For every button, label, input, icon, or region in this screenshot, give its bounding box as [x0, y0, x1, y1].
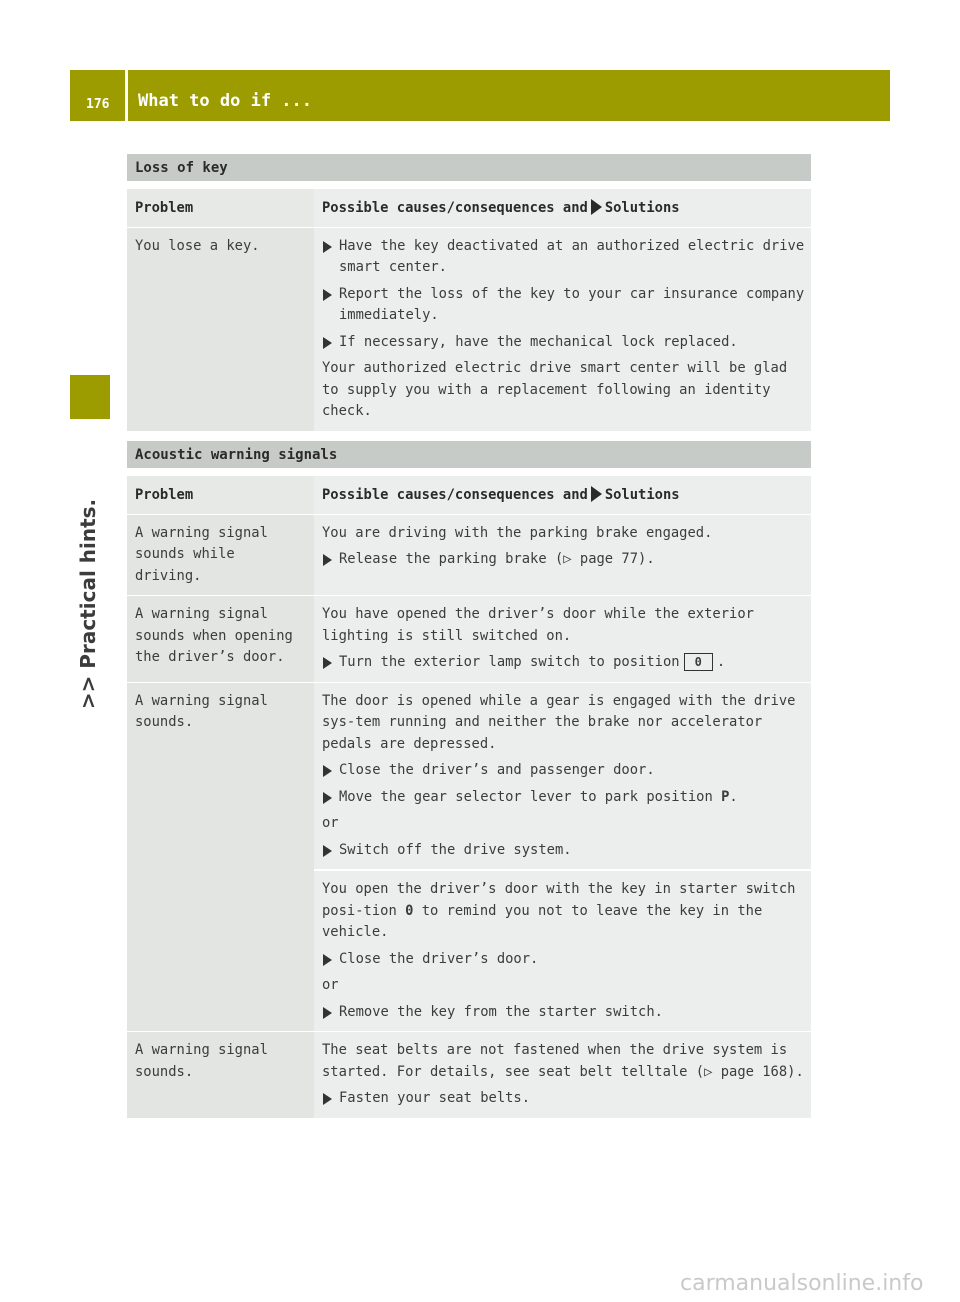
side-tab-marker — [70, 375, 110, 419]
solution-step: Switch off the drive system. — [322, 840, 805, 862]
solutions-label: Solutions — [604, 200, 680, 216]
column-header-causes — [314, 189, 811, 227]
solution-step: Have the key deactivated at an authorized electric drive smart center. — [322, 236, 805, 279]
column-header-problem: Problem — [127, 189, 314, 227]
solution-step — [322, 787, 805, 809]
solution-step: Close the driver’s door. — [322, 949, 805, 971]
solution-cell — [314, 1032, 811, 1119]
causes-label: Possible causes/consequences and — [322, 487, 588, 503]
or-text: or — [322, 977, 339, 993]
watermark-text: carmanualsonline.info — [680, 1271, 924, 1296]
step-end: . — [729, 788, 738, 805]
section-acoustic-warning-signals — [127, 441, 811, 1119]
solution-arrow-icon — [591, 199, 602, 215]
step-end: . — [716, 654, 726, 670]
loss-of-key-table — [127, 189, 811, 432]
solutions-label: Solutions — [604, 487, 680, 503]
table-header-row — [127, 189, 811, 227]
problem-cell: A warning signal sounds when opening the driver’s door. — [127, 596, 314, 683]
table-row — [127, 596, 811, 683]
section-title: Acoustic warning signals — [127, 441, 811, 468]
gear-position: P — [721, 788, 730, 805]
problem-cell: A warning signal sounds. — [127, 1032, 314, 1119]
solution-step: If necessary, have the mechanical lock replaced. — [322, 332, 805, 354]
solution-step: Remove the key from the starter switch. — [322, 1002, 805, 1024]
cause-text: The seat belts are not fastened when the drive system is started. For details, see seat belt telltale (▷ page 168). — [322, 1042, 804, 1080]
solution-step: Close the driver’s and passenger door. — [322, 760, 805, 782]
solution-arrow-icon — [591, 486, 602, 502]
solution-cell — [314, 514, 811, 596]
table-row — [127, 682, 811, 870]
cause-text: You are driving with the parking brake engaged. — [322, 524, 713, 541]
cause-text: You have opened the driver’s door while the exterior lighting is still switched on. — [322, 606, 754, 644]
cause-text-b: to remind you not to leave the key in the vehicle. — [322, 902, 763, 940]
lamp-switch-position-key: 0 — [684, 653, 713, 671]
section-loss-of-key — [127, 154, 811, 432]
section-title: Loss of key — [127, 154, 811, 181]
solution-cell — [314, 227, 811, 431]
solution-step: Fasten your seat belts. — [322, 1088, 805, 1110]
solution-step: Report the loss of the key to your car insurance company immediately. — [322, 284, 805, 327]
switch-position: 0 — [405, 902, 414, 919]
solution-step — [322, 652, 805, 674]
side-section-label: >> Practical hints. — [76, 498, 100, 710]
table-row — [127, 514, 811, 596]
problem-cell: You lose a key. — [127, 227, 314, 431]
table-row — [127, 227, 811, 431]
column-header-problem: Problem — [127, 476, 314, 514]
step-text: Move the gear selector lever to park position — [339, 788, 713, 805]
page-title: What to do if ... — [138, 91, 312, 111]
column-header-causes — [314, 476, 811, 514]
cause-text-a: You open the driver’s door with the key in starter switch posi-tion — [322, 881, 796, 919]
solution-cell — [314, 870, 811, 1032]
acoustic-warning-table — [127, 476, 811, 1119]
solution-cell — [314, 682, 811, 870]
step-text: Turn the exterior lamp switch to position — [339, 654, 680, 670]
causes-label: Possible causes/consequences and — [322, 200, 588, 216]
solution-cell — [314, 596, 811, 683]
page-number: 176 — [86, 97, 110, 112]
header-separator — [125, 70, 128, 121]
or-text: or — [322, 815, 339, 831]
solution-note: Your authorized electric drive smart center will be glad to supply you with a replacement following an identity check. — [322, 360, 788, 419]
table-header-row — [127, 476, 811, 514]
cause-text — [322, 879, 805, 944]
solution-step: Release the parking brake (▷ page 77). — [322, 549, 805, 571]
table-row — [127, 1032, 811, 1119]
cause-text: The door is opened while a gear is engaged with the drive sys-tem running and neither the brake nor accelerator pedals are depressed. — [322, 692, 796, 752]
problem-cell: A warning signal sounds while driving. — [127, 514, 314, 596]
problem-cell: A warning signal sounds. — [127, 682, 314, 1032]
